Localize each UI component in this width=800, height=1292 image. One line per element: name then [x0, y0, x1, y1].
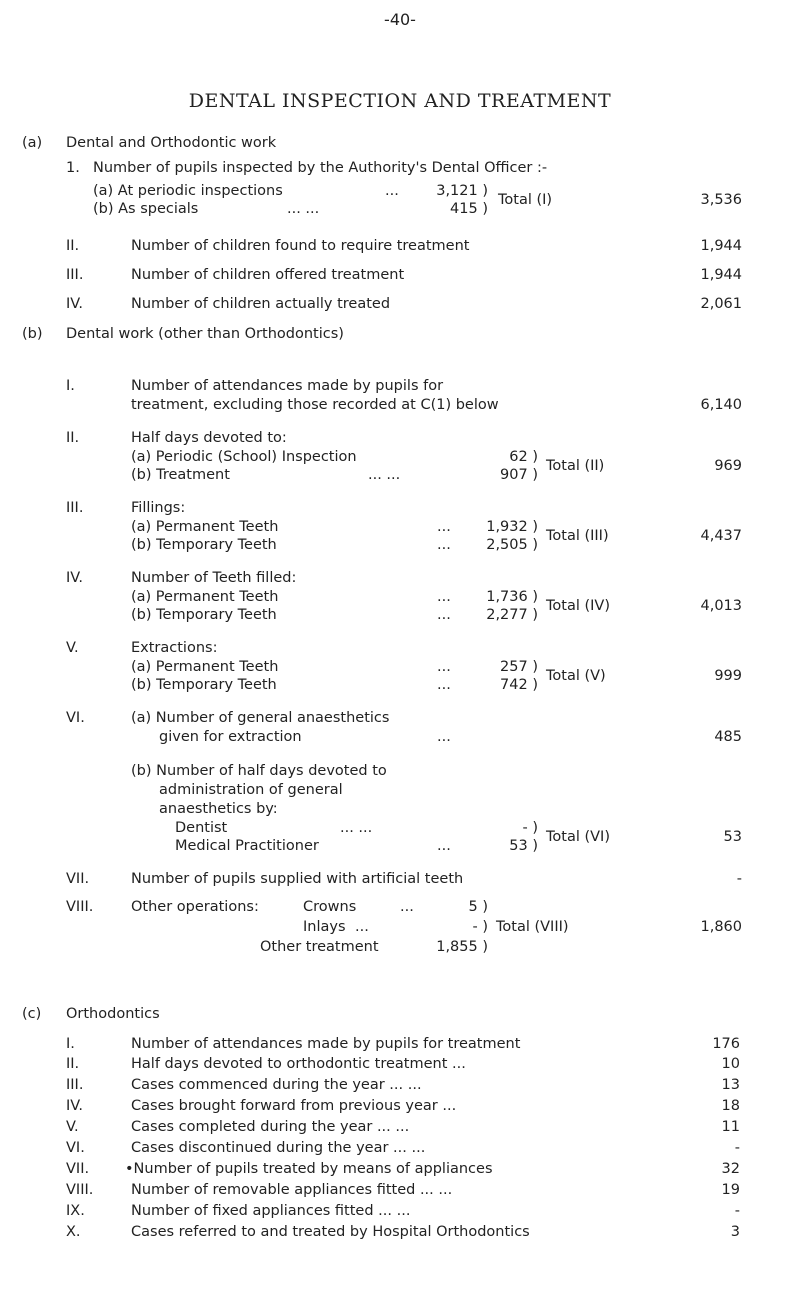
item-c2-value: 10: [721, 1056, 740, 1072]
item-b1-line2: treatment, excluding those recorded at C(1) below: [131, 397, 499, 413]
item-a1-a-dots: ...: [385, 183, 399, 199]
item-a1-b-value: 415 ): [450, 201, 488, 217]
item-b4-dots-b: ...: [437, 607, 451, 623]
item-a4-text: Number of children actually treated: [131, 296, 391, 312]
item-b2-b-dots: ... ...: [368, 467, 401, 483]
item-a1-b-label: (b) As specials: [93, 201, 199, 217]
item-c6-number: VI.: [66, 1140, 85, 1156]
item-b5-heading: Extractions:: [131, 640, 218, 656]
item-b3-total-label: Total (III): [546, 528, 609, 544]
item-c4-value: 18: [721, 1098, 740, 1114]
item-b6-b-line3: anaesthetics by:: [159, 801, 278, 817]
item-c7-text: •Number of pupils treated by means of appliances: [125, 1161, 493, 1177]
item-b6-a-value: 485: [714, 729, 742, 745]
item-b4-a-label: (a) Permanent Teeth: [131, 589, 279, 605]
section-b-letter: (b): [22, 326, 43, 342]
item-b3-heading: Fillings:: [131, 500, 186, 516]
item-b3-total-value: 4,437: [700, 528, 742, 544]
item-c6-text: Cases discontinued during the year ... ...: [131, 1140, 426, 1156]
item-a1-text: Number of pupils inspected by the Authority's Dental Officer :-: [93, 160, 548, 176]
item-a1-a-value: 3,121 ): [436, 183, 488, 199]
item-b8-total-label: Total (VIII): [496, 919, 569, 935]
item-b5-b-label: (b) Temporary Teeth: [131, 677, 277, 693]
item-c9-text: Number of fixed appliances fitted ... ...: [131, 1203, 411, 1219]
item-b2-a-label: (a) Periodic (School) Inspection: [131, 449, 357, 465]
item-c1-number: I.: [66, 1036, 75, 1052]
item-b3-b-value: 2,505 ): [486, 537, 538, 553]
item-b1-value: 6,140: [700, 397, 742, 413]
item-b4-a-value: 1,736 ): [486, 589, 538, 605]
item-b7-text: Number of pupils supplied with artificial teeth: [131, 871, 464, 887]
item-b6-dentist-label: Dentist: [175, 820, 228, 836]
item-c9-number: IX.: [66, 1203, 85, 1219]
item-b8-crowns-value: 5 ): [468, 899, 488, 915]
item-b2-heading: Half days devoted to:: [131, 430, 287, 446]
item-b2-total-label: Total (II): [546, 458, 605, 474]
item-b5-number: V.: [66, 640, 79, 656]
item-b6-total-label: Total (VI): [546, 829, 610, 845]
item-b8-inlays-value: - ): [472, 919, 488, 935]
item-b6-medical-label: Medical Practitioner: [175, 838, 319, 854]
item-b8-number: VIII.: [66, 899, 94, 915]
item-b6-a-line2: given for extraction: [159, 729, 302, 745]
item-a1-total-value: 3,536: [700, 192, 742, 208]
item-b5-dots: ...: [437, 659, 451, 675]
item-a3-text: Number of children offered treatment: [131, 267, 405, 283]
item-b2-number: II.: [66, 430, 80, 446]
item-b4-b-value: 2,277 ): [486, 607, 538, 623]
item-b7-number: VII.: [66, 871, 90, 887]
item-c5-text: Cases completed during the year ... ...: [131, 1119, 410, 1135]
item-c3-number: III.: [66, 1077, 84, 1093]
item-b4-heading: Number of Teeth filled:: [131, 570, 297, 586]
item-b4-number: IV.: [66, 570, 83, 586]
item-b1-number: I.: [66, 378, 75, 394]
item-b8-crowns-label: Crowns: [303, 899, 357, 915]
item-a1-total-label: Total (I): [498, 192, 553, 208]
item-b6-b-line1: (b) Number of half days devoted to: [131, 763, 387, 779]
item-b4-dots: ...: [437, 589, 451, 605]
item-a2-text: Number of children found to require treatment: [131, 238, 470, 254]
item-b6-number: VI.: [66, 710, 85, 726]
item-b8-inlays-dots: ...: [355, 919, 369, 935]
item-b8-label: Other operations:: [131, 899, 259, 915]
item-b6-a-dots: ...: [437, 729, 451, 745]
item-b5-total-label: Total (V): [546, 668, 606, 684]
item-b6-medical-dots: ...: [437, 838, 451, 854]
item-b5-b-value: 742 ): [500, 677, 538, 693]
item-b8-total-value: 1,860: [700, 919, 742, 935]
item-c5-number: V.: [66, 1119, 79, 1135]
item-b8-inlays-label: Inlays: [303, 919, 346, 935]
item-c9-value: -: [734, 1203, 740, 1219]
item-c3-value: 13: [721, 1077, 740, 1093]
item-c8-number: VIII.: [66, 1182, 94, 1198]
item-c3-text: Cases commenced during the year ... ...: [131, 1077, 422, 1093]
item-b8-other-value: 1,855 ): [436, 939, 488, 955]
item-c10-value: 3: [730, 1224, 740, 1240]
item-b8-other-label: Other treatment: [260, 939, 379, 955]
item-b6-total-value: 53: [723, 829, 742, 845]
item-b1-line1: Number of attendances made by pupils for: [131, 378, 444, 394]
item-c7-number: VII.: [66, 1161, 90, 1177]
item-b5-total-value: 999: [714, 668, 742, 684]
item-a2-value: 1,944: [700, 238, 742, 254]
item-a3-number: III.: [66, 267, 84, 283]
item-b5-a-label: (a) Permanent Teeth: [131, 659, 279, 675]
item-b6-dentist-value: - ): [522, 820, 538, 836]
section-a-letter: (a): [22, 135, 43, 151]
item-b6-a-line1: (a) Number of general anaesthetics: [131, 710, 390, 726]
section-b-heading: Dental work (other than Orthodontics): [66, 326, 344, 342]
item-a1-b-dots: ... ...: [287, 201, 320, 217]
item-a1-number: 1.: [66, 160, 80, 176]
item-c4-number: IV.: [66, 1098, 83, 1114]
item-b3-a-label: (a) Permanent Teeth: [131, 519, 279, 535]
item-c6-value: -: [734, 1140, 740, 1156]
item-c2-text: Half days devoted to orthodontic treatment ...: [131, 1056, 466, 1072]
item-b4-total-label: Total (IV): [546, 598, 610, 614]
item-c8-text: Number of removable appliances fitted ... ...: [131, 1182, 453, 1198]
item-c10-number: X.: [66, 1224, 81, 1240]
item-b2-a-value: 62 ): [509, 449, 538, 465]
item-a1-a-label: (a) At periodic inspections: [93, 183, 283, 199]
item-c2-number: II.: [66, 1056, 80, 1072]
item-b4-b-label: (b) Temporary Teeth: [131, 607, 277, 623]
item-b6-b-line2: administration of general: [159, 782, 343, 798]
section-c-heading: Orthodontics: [66, 1006, 160, 1022]
item-b3-dots-b: ...: [437, 537, 451, 553]
item-b5-dots-b: ...: [437, 677, 451, 693]
section-a-heading: Dental and Orthodontic work: [66, 135, 277, 151]
item-c4-text: Cases brought forward from previous year ...: [131, 1098, 457, 1114]
item-a2-number: II.: [66, 238, 80, 254]
item-b3-number: III.: [66, 500, 84, 516]
item-a3-value: 1,944: [700, 267, 742, 283]
item-a4-value: 2,061: [700, 296, 742, 312]
item-c1-value: 176: [712, 1036, 740, 1052]
item-b3-a-value: 1,932 ): [486, 519, 538, 535]
item-c8-value: 19: [721, 1182, 740, 1198]
item-b2-total-value: 969: [714, 458, 742, 474]
item-b4-total-value: 4,013: [700, 598, 742, 614]
item-b5-a-value: 257 ): [500, 659, 538, 675]
item-c1-text: Number of attendances made by pupils for treatment: [131, 1036, 521, 1052]
item-b7-value: -: [736, 871, 742, 887]
section-c-letter: (c): [22, 1006, 42, 1022]
item-b2-b-label: (b) Treatment: [131, 467, 230, 483]
page-title: DENTAL INSPECTION AND TREATMENT: [188, 90, 612, 112]
item-a4-number: IV.: [66, 296, 83, 312]
item-b6-dentist-dots: ... ...: [340, 820, 373, 836]
item-b3-b-label: (b) Temporary Teeth: [131, 537, 277, 553]
item-c10-text: Cases referred to and treated by Hospital Orthodontics: [131, 1224, 530, 1240]
item-c5-value: 11: [721, 1119, 740, 1135]
item-b6-medical-value: 53 ): [509, 838, 538, 854]
item-b3-dots: ...: [437, 519, 451, 535]
page-number: -40-: [384, 10, 416, 29]
item-c7-value: 32: [721, 1161, 740, 1177]
item-b8-crowns-dots: ...: [400, 899, 414, 915]
item-b2-b-value: 907 ): [500, 467, 538, 483]
